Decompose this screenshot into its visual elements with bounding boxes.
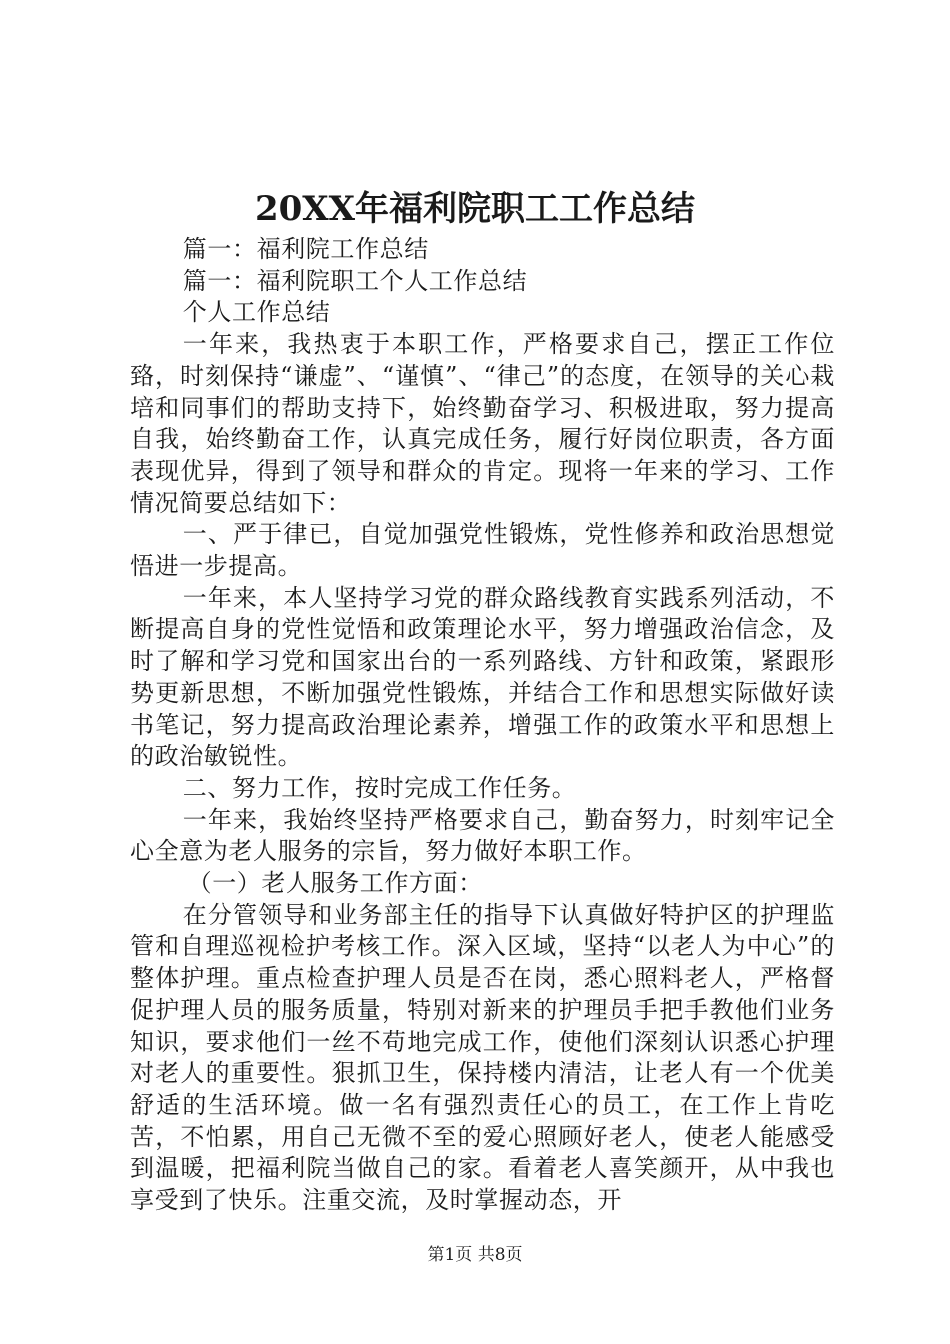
document-title: 20XX年福利院职工工作总结 xyxy=(254,189,696,229)
paragraph-work-summary: 一年来，我始终坚持严格要求自己，勤奋努力，时刻牢记全心全意为老人服务的宗旨，努力做好本职工作。 xyxy=(130,805,835,866)
paragraph-subheading-elderly-service: （一）老人服务工作方面： xyxy=(187,869,483,898)
paragraph-subtitle: 个人工作总结 xyxy=(182,298,331,327)
paragraph-elderly-service: 在分管领导和业务部主任的指导下认真做好特护区的护理监管和自理巡视检护考核工作。深入区域，坚持“以老人为中心”的整体护理。重点检查护理人员是否在岗，悉心照料老人，严格督促护理人员的服务质量，特别对新来的护理员手把手教他们业务知识，要求他们一丝不苟地完成工作，使他们深刻认识悉心护理对老人的重要性。狠抓卫生，保持楼内清洁，让老人有一个优美舒适的生活环境。做一名有强烈责任心的员工，在工作上肯吃苦，不怕累，用自己无微不至的爱心照顾好老人，使老人能感受到温暖，把福利院当做自己的家。看着老人喜笑颜开，从中我也享受到了快乐。注重交流，及时掌握动态，开 xyxy=(130,900,835,1215)
paragraph-section-heading-1: 篇一：福利院工作总结 xyxy=(182,235,429,263)
document-body xyxy=(130,234,835,1217)
paragraph-heading-one: 一、严于律已，自觉加强党性锻炼，党性修养和政治思想觉悟进一步提高。 xyxy=(130,520,835,581)
paragraph-party-study: 一年来，本人坚持学习党的群众路线教育实践系列活动，不断提高自身的党性觉悟和政策理论水平，努力增强政治信念，及时了解和学习党和国家出台的一系列路线、方针和政策，紧跟形势更新思想，不断加强党性锻炼，并结合工作和思想实际做好读书笔记，努力提高政治理论素养，增强工作的政策水平和思想上的政治敏锐性。 xyxy=(130,583,835,771)
paragraph-intro: 一年来，我热衷于本职工作，严格要求自己，摆正工作位臵，时刻保持“谦虚”、“谨慎”、“律己”的态度，在领导的关心栽培和同事们的帮助支持下，始终勤奋学习、积极进取，努力提高自我，始终勤奋工作，认真完成任务，履行好岗位职责，各方面表现优异，得到了领导和群众的肯定。现将一年来的学习、工作情况简要总结如下： xyxy=(130,330,835,517)
paragraph-section-heading-2: 篇一：福利院职工个人工作总结 xyxy=(182,266,528,295)
page-footer: 第1页 共8页 xyxy=(427,1245,523,1265)
paragraph-heading-two: 二、努力工作，按时完成工作任务。 xyxy=(182,773,577,802)
